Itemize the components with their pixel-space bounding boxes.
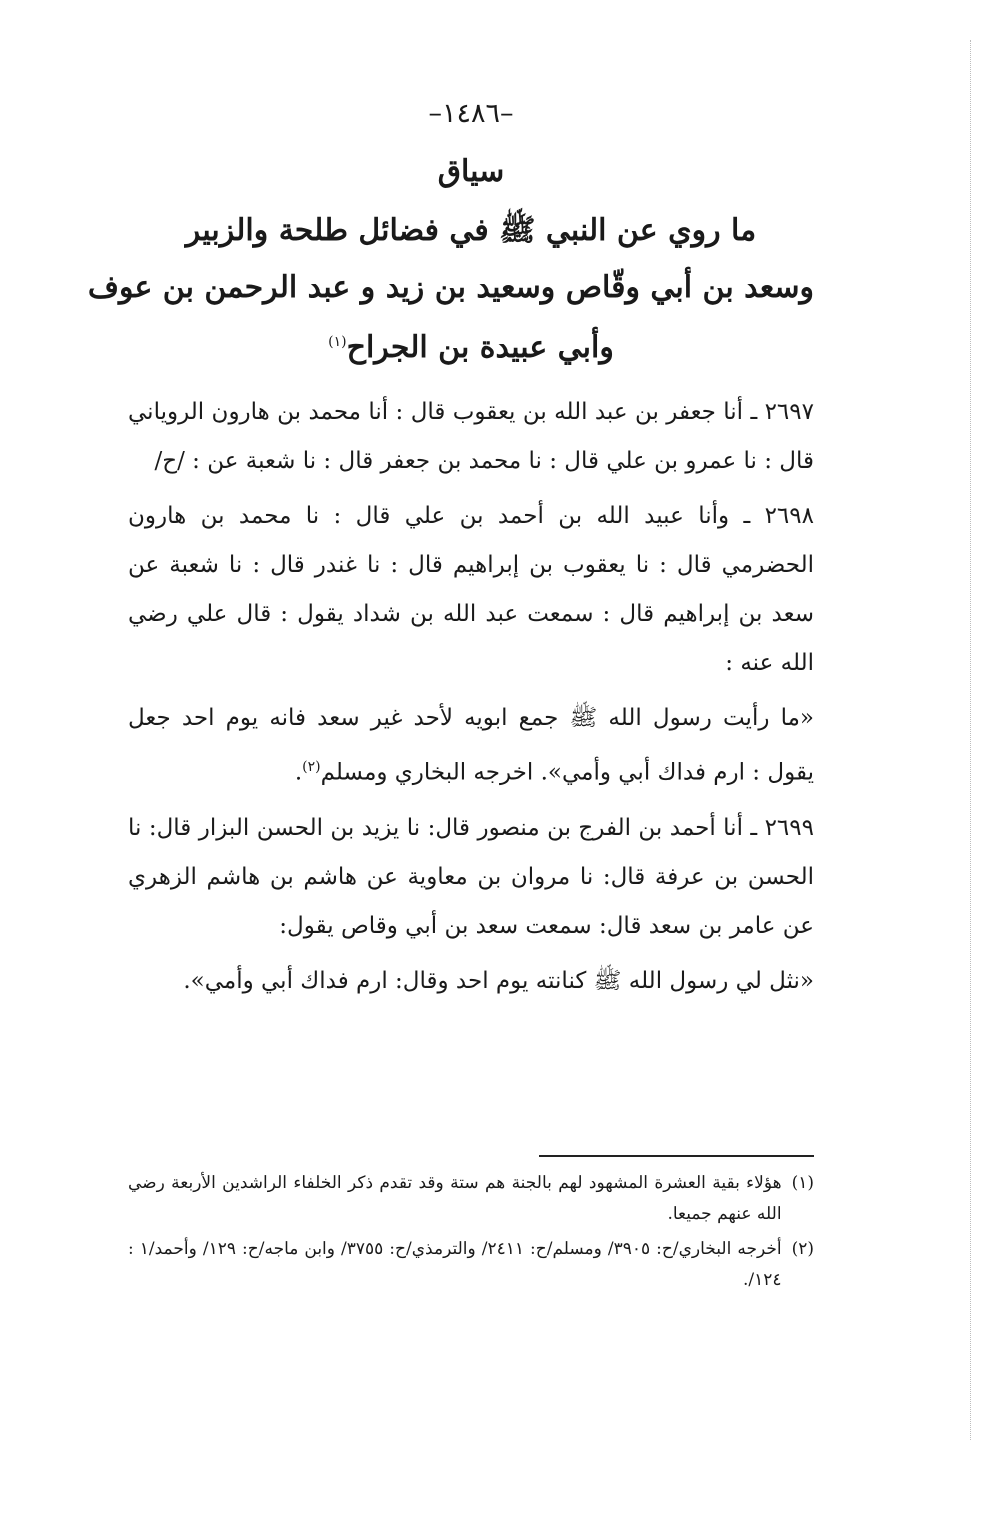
section-heading-line-2: وسعد بن أبي وقّاص وسعيد بن زيد و عبد الرحمن بن عوف: [87, 270, 814, 305]
section-heading-line-1: ما روي عن النبي ﷺ في فضائل طلحة والزبير: [185, 213, 757, 248]
paragraph-2698: ٢٦٩٨ ـ وأنا عبيد الله بن أحمد بن علي قال : نا محمد بن هارون الحضرمي قال : نا يعقوب بن إبراهيم قال : نا غندر قال : نا شعبة عن سعد بن إبراهيم قال : سمعت عبد الله بن شداد يقول : قال علي رضي الله عنه :: [128, 503, 814, 676]
section-heading-siyaq: سياق: [437, 154, 505, 189]
paragraph-hadith-2: «نثل لي رسول الله ﷺ كنانته يوم احد وقال: ارم فداك أبي وأمي».: [183, 967, 814, 994]
footnotes: [128, 1168, 814, 1300]
footnote-1: [128, 1168, 814, 1230]
footnote-1-text: هؤلاء بقية العشرة المشهود لهم بالجنة هم ستة وقد تقدم ذكر الخلفاء الراشدين الأربعة رضي الله عنهم جميعا.: [128, 1173, 782, 1224]
paragraph-2699: ٢٦٩٩ ـ أنا أحمد بن الفرج بن منصور قال: نا يزيد بن الحسن البزار قال: نا الحسن بن عرفة قال: نا مروان بن معاوية عن هاشم بن هاشم الزهري عن عامر بن سعد قال: سمعت سعد بن أبي وقاص يقول:: [128, 814, 814, 939]
footnote-2-marker: (٢): [791, 1239, 814, 1259]
hadith-1-tail: .: [294, 759, 303, 786]
footnote-2-text: أخرجه البخاري/ح: ٣٩٠٥/ ومسلم/ح: ٢٤١١/ والترمذي/ح: ٣٧٥٥/ وابن ماجه/ح: ١٢٩/ وأحمد/١ : ١٢٤/.: [128, 1239, 782, 1290]
section-heading-line-3: [128, 330, 814, 366]
footnote-2: [128, 1234, 814, 1296]
footnote-ref-1: (١): [328, 334, 347, 350]
paragraph-hadith-1: [128, 694, 814, 798]
page-edge-line: [970, 40, 971, 1440]
hadith-1-text: «ما رأيت رسول الله ﷺ جمع ابويه لأحد غير سعد فانه يوم احد جعل يقول : ارم فداك أبي وأمي». اخرجه البخاري ومسلم: [128, 705, 814, 786]
page-number: –١٤٨٦–: [428, 98, 514, 129]
footnote-separator: [539, 1155, 814, 1157]
paragraph-2697: ٢٦٩٧ ـ أنا جعفر بن عبد الله بن يعقوب قال : أنا محمد بن هارون الروياني قال : نا عمرو بن علي قال : نا محمد بن جعفر قال : نا شعبة عن : /ح/: [128, 399, 814, 474]
footnote-1-marker: (١): [791, 1173, 814, 1193]
body-text: [128, 388, 814, 1012]
section-heading-line-3-text: وأبي عبيدة بن الجراح: [346, 330, 614, 365]
footnote-ref-2: (٢): [302, 759, 321, 775]
